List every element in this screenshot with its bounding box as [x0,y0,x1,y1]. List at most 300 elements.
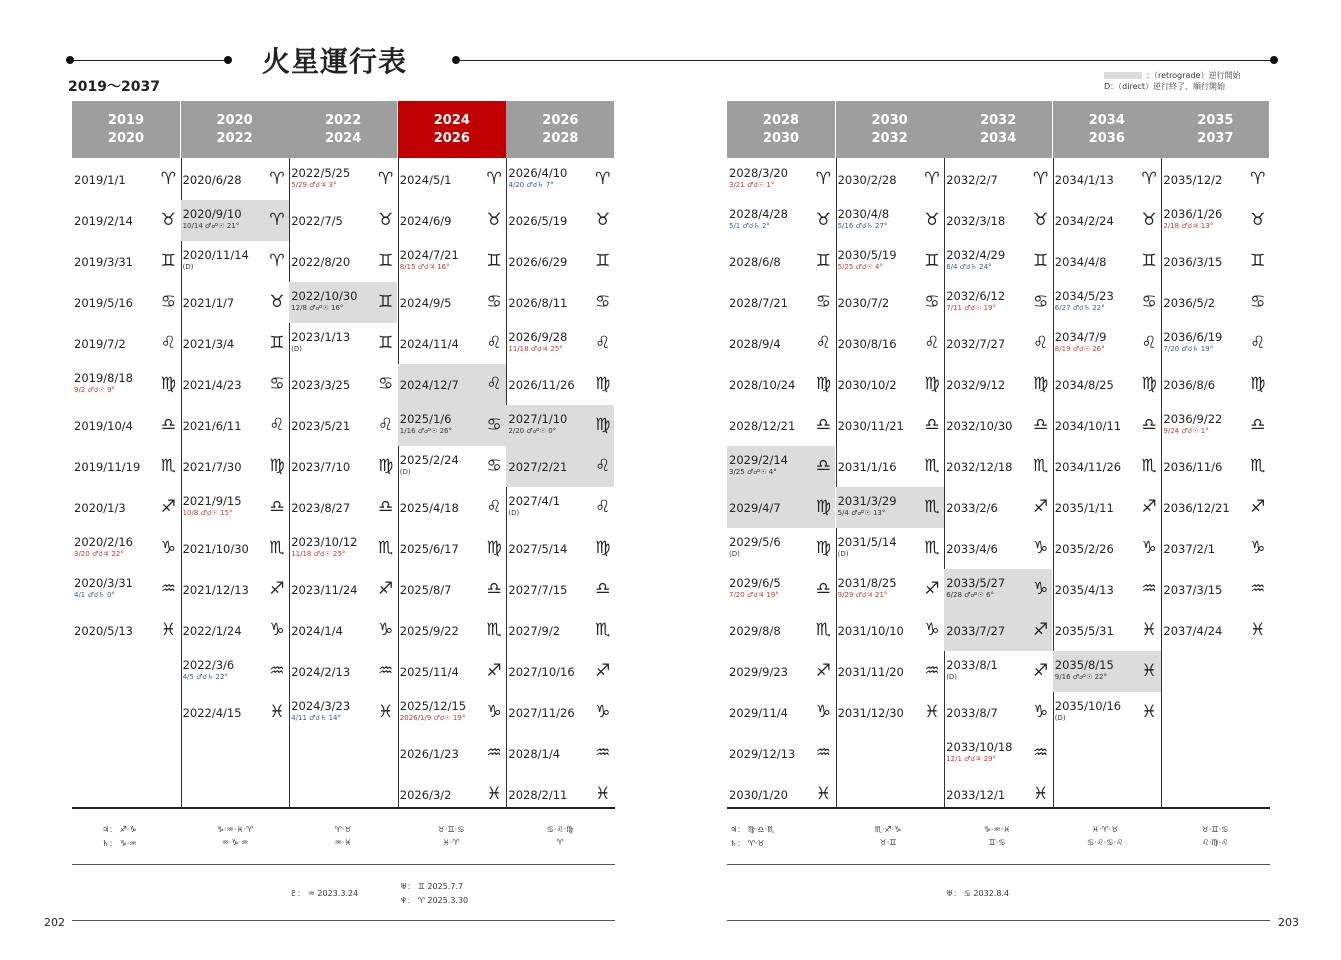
aspect-note: 6/4 ♂☌♄ 24° [946,263,992,271]
ingress-cell [944,159,1052,200]
zodiac-sign-icon: ♓ [1141,620,1157,640]
ingress-date: 2021/4/23 [182,378,242,392]
zodiac-sign-icon: ♐ [924,579,940,599]
ingress-cell [944,405,1052,446]
ingress-cell [727,528,835,569]
ingress-date: 2020/11/14 [182,248,249,262]
ingress-cell [398,159,506,200]
ingress-cell [72,446,180,487]
ingress-date: 2033/10/18 [946,740,1013,754]
zodiac-sign-icon: ♓ [595,784,611,804]
ingress-cell [1161,200,1269,241]
ingress-date: 2029/12/13 [729,747,796,761]
ingress-date: 2032/3/18 [946,214,1006,228]
ingress-cell [289,200,397,241]
ingress-date: 2029/6/5 [729,576,781,590]
ingress-date: 2031/10/10 [837,624,904,638]
zodiac-sign-icon: ♎ [595,579,611,599]
left-foot-jupiter: ♃： ♐·♑ [102,825,137,834]
zodiac-sign-icon: ♈ [1250,169,1266,189]
ingress-cell [944,364,1052,405]
retrograde-cell [727,446,835,487]
column-header-end: 2036 [1088,130,1125,146]
aspect-note: (D) [508,509,520,517]
aspect-note: (D) [182,263,194,271]
zodiac-sign-icon: ♓ [1141,661,1157,681]
aspect-note: 9/16 ♂☍☉ 22° [1054,673,1108,681]
ingress-date: 2029/11/4 [729,706,788,720]
zodiac-sign-icon: ♌ [269,415,285,435]
zodiac-sign-icon: ♓ [1032,784,1049,804]
ingress-cell [836,692,944,733]
column-header [1161,101,1269,158]
zodiac-sign-icon: ♊ [924,251,940,271]
ingress-date: 2024/7/21 [399,248,459,262]
zodiac-sign-icon: ♐ [1032,620,1049,640]
zodiac-sign-icon: ♊ [1032,251,1049,271]
zodiac-sign-icon: ♏ [1032,456,1049,476]
zodiac-sign-icon: ♋ [1250,292,1266,312]
zodiac-sign-icon: ♋ [1141,292,1157,312]
table-column [1161,101,1269,807]
ingress-date: 2036/9/22 [1163,412,1223,426]
column-header-start: 2032 [980,112,1017,128]
aspect-note: 10/14 ♂☍☉ 21° [182,222,240,230]
retrograde-swatch [1104,72,1142,79]
ingress-cell [506,528,614,569]
retrograde-cell [398,364,506,405]
column-header-end: 2024 [325,130,362,146]
ingress-date: 2021/9/15 [182,494,242,508]
right-ephemeris-table [727,101,1270,807]
zodiac-sign-icon: ♏ [486,620,502,640]
ingress-cell [181,528,289,569]
zodiac-sign-icon: ♋ [160,292,176,312]
ingress-date: 2031/3/29 [837,494,897,508]
table-column [72,101,180,807]
aspect-note: 2/18 ♂☌♃ 13° [1163,222,1214,230]
zodiac-sign-icon: ♈ [486,169,502,189]
ingress-date: 2026/5/19 [508,214,568,228]
ingress-date: 2022/7/5 [291,214,343,228]
zodiac-sign-icon: ♈ [269,169,285,189]
aspect-note: (D) [946,673,958,681]
ingress-date: 2031/1/16 [837,460,897,474]
ingress-cell [727,733,835,774]
ingress-date: 2036/12/21 [1163,501,1230,515]
ingress-cell [1161,528,1269,569]
ingress-cell [836,364,944,405]
table-column [181,101,289,807]
zodiac-sign-icon: ♒ [486,743,502,763]
ingress-date: 2031/8/25 [837,576,897,590]
ingress-date: 2031/12/30 [837,706,904,720]
ingress-date: 2029/2/14 [729,453,788,467]
table-column [727,101,835,807]
ingress-cell [944,323,1052,364]
ingress-date: 2037/2/1 [1163,542,1216,556]
zodiac-sign-icon: ♌ [924,333,940,353]
zodiac-sign-icon: ♐ [1032,661,1049,681]
ingress-cell [398,733,506,774]
ingress-cell [1161,159,1269,200]
ingress-cell [72,405,180,446]
zodiac-sign-icon: ♒ [815,743,831,763]
ingress-cell [727,569,835,610]
zodiac-sign-icon: ♊ [595,251,611,271]
ingress-date: 2027/9/2 [508,624,561,638]
ingress-date: 2035/5/31 [1054,624,1114,638]
aspect-note: 8/19 ♂☌☉ 26° [1054,345,1105,353]
column-header [506,101,614,158]
ingress-date: 2020/6/28 [182,173,242,187]
retrograde-cell [181,200,289,241]
ingress-cell [1161,487,1269,528]
ingress-date: 2025/11/4 [399,665,459,679]
ingress-date: 2037/3/15 [1163,583,1223,597]
zodiac-sign-icon: ♈ [377,169,394,189]
ingress-cell [72,159,180,200]
ingress-date: 2025/2/24 [399,453,459,467]
zodiac-sign-icon: ♏ [269,538,285,558]
ingress-date: 2023/8/27 [291,501,351,515]
header-dot-right [1270,56,1278,64]
zodiac-sign-icon: ♑ [595,702,611,722]
zodiac-sign-icon: ♌ [1141,333,1157,353]
aspect-note: 12/1 ♂☌♃ 29° [946,755,997,763]
ingress-date: 2028/1/4 [508,747,561,761]
aspect-note: 6/28 ♂☍☉ 6° [946,591,994,599]
ingress-date: 2035/8/15 [1054,658,1114,672]
ingress-date: 2025/6/17 [399,542,459,556]
table-column [836,101,944,807]
zodiac-sign-icon: ♒ [1141,579,1157,599]
zodiac-sign-icon: ♌ [595,497,611,517]
zodiac-sign-icon: ♈ [269,251,285,271]
ingress-cell [181,364,289,405]
ingress-cell [398,487,506,528]
ingress-date: 2024/5/1 [399,173,452,187]
left-foot-neptune: ♆： ♈ 2025.3.30 [400,896,469,905]
ingress-cell [1053,323,1161,364]
ingress-date: 2027/4/1 [508,494,561,508]
ingress-date: 2023/10/12 [291,535,358,549]
ingress-cell [289,569,397,610]
ingress-date: 2033/8/1 [946,658,998,672]
zodiac-sign-icon: ♉ [815,210,831,230]
zodiac-sign-icon: ♍ [269,456,285,476]
column-header [836,101,944,158]
ingress-date: 2025/1/6 [399,412,452,426]
zodiac-sign-icon: ♎ [815,579,831,599]
ingress-cell [506,323,614,364]
ingress-date: 2026/11/26 [508,378,575,392]
ingress-date: 2037/4/24 [1163,624,1223,638]
ingress-date: 2029/5/6 [729,535,781,549]
aspect-note: (D) [291,345,303,353]
ingress-date: 2024/11/4 [399,337,459,351]
ingress-date: 2025/12/15 [399,699,467,713]
ingress-date: 2032/4/29 [946,248,1006,262]
ingress-date: 2028/2/11 [508,788,568,802]
ingress-date: 2020/9/10 [182,207,242,221]
zodiac-sign-icon: ♑ [1032,538,1049,558]
ingress-date: 2019/10/4 [74,419,133,433]
ingress-date: 2029/8/8 [729,624,781,638]
retrograde-cell [398,405,506,446]
ingress-date: 2026/8/11 [508,296,568,310]
ingress-date: 2019/7/2 [74,337,126,351]
zodiac-sign-icon: ♋ [924,292,940,312]
ingress-date: 2030/5/19 [837,248,897,262]
ingress-cell [72,200,180,241]
ingress-cell [289,651,397,692]
aspect-note: (D) [837,550,849,558]
zodiac-sign-icon: ♎ [1250,415,1266,435]
zodiac-sign-icon: ♏ [595,620,611,640]
right-foot-c3: ♑·♒·♓ ♊·♋ [983,825,1011,847]
ingress-date: 2026/4/10 [508,166,568,180]
ingress-date: 2030/11/21 [837,419,904,433]
ingress-cell [836,200,944,241]
zodiac-sign-icon: ♒ [924,661,940,681]
zodiac-sign-icon: ♑ [924,620,940,640]
aspect-note: 7/20 ♂☌♄ 19° [1163,345,1214,353]
table-column [398,101,506,807]
right-foot-saturn: ♄： ♈·♉ [730,839,765,848]
ingress-date: 2030/2/28 [837,173,897,187]
ingress-cell [181,610,289,651]
ingress-cell [944,446,1052,487]
ingress-date: 2032/12/18 [946,460,1013,474]
ingress-date: 2021/12/13 [182,583,249,597]
ingress-cell [944,651,1052,692]
zodiac-sign-icon: ♐ [160,497,176,517]
aspect-note: 11/18 ♂☌☉ 25° [291,550,346,558]
ingress-cell [181,651,289,692]
ingress-cell [398,282,506,323]
ingress-date: 2028/9/4 [729,337,781,351]
zodiac-sign-icon: ♊ [160,251,176,271]
zodiac-sign-icon: ♋ [815,292,831,312]
zodiac-sign-icon: ♒ [1032,743,1049,763]
zodiac-sign-icon: ♋ [1032,292,1049,312]
ingress-cell [506,692,614,733]
aspect-note: 9/24 ♂☌☉ 1° [1163,427,1209,435]
ingress-date: 2023/7/10 [291,460,351,474]
ingress-cell [836,282,944,323]
zodiac-sign-icon: ♌ [595,333,611,353]
ingress-date: 2028/7/21 [729,296,788,310]
ingress-cell [72,282,180,323]
zodiac-sign-icon: ♊ [377,333,394,353]
zodiac-sign-icon: ♉ [377,210,394,230]
aspect-note: (D) [399,468,411,476]
aspect-note: 10/8 ♂☌☉ 15° [182,509,233,517]
left-page-rule [72,920,615,921]
ingress-cell [727,241,835,282]
aspect-note: 4/20 ♂☌♄ 7° [508,181,554,189]
ingress-cell [181,241,289,282]
ingress-date: 2036/11/6 [1163,460,1223,474]
ingress-cell [1161,405,1269,446]
ingress-date: 2036/1/26 [1163,207,1223,221]
zodiac-sign-icon: ♓ [1141,702,1157,722]
ingress-date: 2034/7/9 [1054,330,1107,344]
ingress-date: 2020/1/3 [74,501,126,515]
zodiac-sign-icon: ♊ [1250,251,1266,271]
zodiac-sign-icon: ♍ [1141,374,1157,394]
ingress-date: 2030/1/20 [729,788,788,802]
column-header-start: 2020 [216,112,253,128]
column-header-start: 2024 [433,112,470,128]
zodiac-sign-icon: ♏ [924,456,940,476]
ingress-cell [289,241,397,282]
ingress-date: 2033/5/27 [946,576,1006,590]
table-column [506,101,614,807]
ingress-date: 2027/11/26 [508,706,575,720]
zodiac-sign-icon: ♑ [1032,702,1049,722]
column-header-start: 2028 [762,112,800,128]
ingress-date: 2030/10/2 [837,378,897,392]
right-foot-c5: ♉·♊·♋ ♌·♍·♌ [1201,825,1229,847]
ingress-date: 2026/1/23 [399,747,459,761]
ingress-date: 2022/5/25 [291,166,351,180]
ingress-date: 2019/1/1 [74,173,126,187]
ingress-date: 2023/3/25 [291,378,351,392]
zodiac-sign-icon: ♏ [1141,456,1157,476]
ingress-cell [727,159,835,200]
ingress-cell [506,651,614,692]
ingress-cell [506,610,614,651]
aspect-note: 2026/1/9 ♂☌☉ 19° [399,714,466,722]
ingress-cell [944,487,1052,528]
zodiac-sign-icon: ♎ [160,415,176,435]
zodiac-sign-icon: ♌ [160,333,176,353]
ingress-date: 2026/9/28 [508,330,568,344]
zodiac-sign-icon: ♏ [924,538,940,558]
ingress-cell [1161,569,1269,610]
ingress-cell [944,200,1052,241]
table-column [944,101,1052,807]
left-foot-c5: ♋·♌·♍ ♈ [546,825,574,847]
ingress-date: 2019/8/18 [74,371,133,385]
ingress-cell [181,282,289,323]
ingress-date: 2035/1/11 [1054,501,1114,515]
ingress-cell [398,610,506,651]
left-foot-rule [72,864,615,865]
ingress-date: 2035/10/16 [1054,699,1122,713]
zodiac-sign-icon: ♑ [160,538,176,558]
ingress-date: 2032/6/12 [946,289,1006,303]
left-ephemeris-table [72,101,615,807]
zodiac-sign-icon: ♈ [160,169,176,189]
ingress-date: 2034/5/23 [1054,289,1114,303]
ingress-cell [1161,610,1269,651]
ingress-cell [72,610,180,651]
right-table-bottom-rule [727,807,1270,809]
ingress-cell [506,569,614,610]
zodiac-sign-icon: ♑ [269,620,285,640]
ingress-cell [506,200,614,241]
zodiac-sign-icon: ♎ [815,415,831,435]
ingress-cell [1053,241,1161,282]
ingress-cell [836,569,944,610]
ingress-date: 2023/1/13 [291,330,351,344]
zodiac-sign-icon: ♉ [269,292,285,312]
ingress-cell [1161,241,1269,282]
left-foot-pluto: ♇： ♒ 2023.3.24 [290,889,359,898]
ingress-cell [836,651,944,692]
column-header [289,101,397,158]
ingress-date: 2022/4/15 [182,706,242,720]
ingress-cell [72,569,180,610]
aspect-note: 4/1 ♂☌♄ 0° [74,591,115,599]
zodiac-sign-icon: ♏ [924,497,940,517]
zodiac-sign-icon: ♈ [924,169,940,189]
ingress-cell [836,405,944,446]
header-dot-mid1 [224,56,232,64]
ingress-cell [289,528,397,569]
ingress-cell [836,446,944,487]
ingress-date: 2026/3/2 [399,788,452,802]
zodiac-sign-icon: ♊ [377,251,394,271]
zodiac-sign-icon: ♏ [160,456,176,476]
ingress-date: 2032/7/27 [946,337,1006,351]
ingress-cell [727,364,835,405]
zodiac-sign-icon: ♍ [924,374,940,394]
ingress-date: 2032/2/7 [946,173,998,187]
right-foot-uranus: ♅： ♋ 2032.8.4 [946,889,1010,898]
column-header [72,101,180,158]
column-header [944,101,1052,158]
column-header [181,101,289,158]
zodiac-sign-icon: ♌ [1032,333,1049,353]
ingress-date: 2033/8/7 [946,706,998,720]
zodiac-sign-icon: ♊ [1141,251,1157,271]
aspect-note: 5/16 ♂☌♄ 27° [837,222,888,230]
ingress-cell [181,405,289,446]
zodiac-sign-icon: ♍ [377,456,394,476]
ingress-cell [289,159,397,200]
ingress-cell [1053,364,1161,405]
ingress-cell [944,528,1052,569]
legend-retrograde: ：（retrograde）逆行開始 [1146,71,1241,80]
ingress-date: 2034/10/11 [1054,419,1122,433]
aspect-note: 12/8 ♂☍☉ 16° [291,304,344,312]
ingress-date: 2021/3/4 [182,337,235,351]
ingress-cell [506,364,614,405]
zodiac-sign-icon: ♎ [377,497,394,517]
zodiac-sign-icon: ♐ [377,579,394,599]
ingress-cell [836,159,944,200]
zodiac-sign-icon: ♍ [595,415,611,435]
ingress-date: 2036/5/2 [1163,296,1216,310]
zodiac-sign-icon: ♉ [486,210,502,230]
zodiac-sign-icon: ♐ [1141,497,1157,517]
ingress-date: 2027/2/21 [508,460,568,474]
ingress-date: 2024/6/9 [399,214,452,228]
aspect-note: 9/2 ♂☌☉ 9° [74,386,115,394]
zodiac-sign-icon: ♓ [486,784,502,804]
ingress-date: 2030/8/16 [837,337,897,351]
ingress-cell [289,610,397,651]
zodiac-sign-icon: ♐ [815,661,831,681]
column-header [1053,101,1161,158]
ingress-date: 2028/4/28 [729,207,788,221]
ingress-cell [398,692,506,733]
ingress-cell [836,241,944,282]
